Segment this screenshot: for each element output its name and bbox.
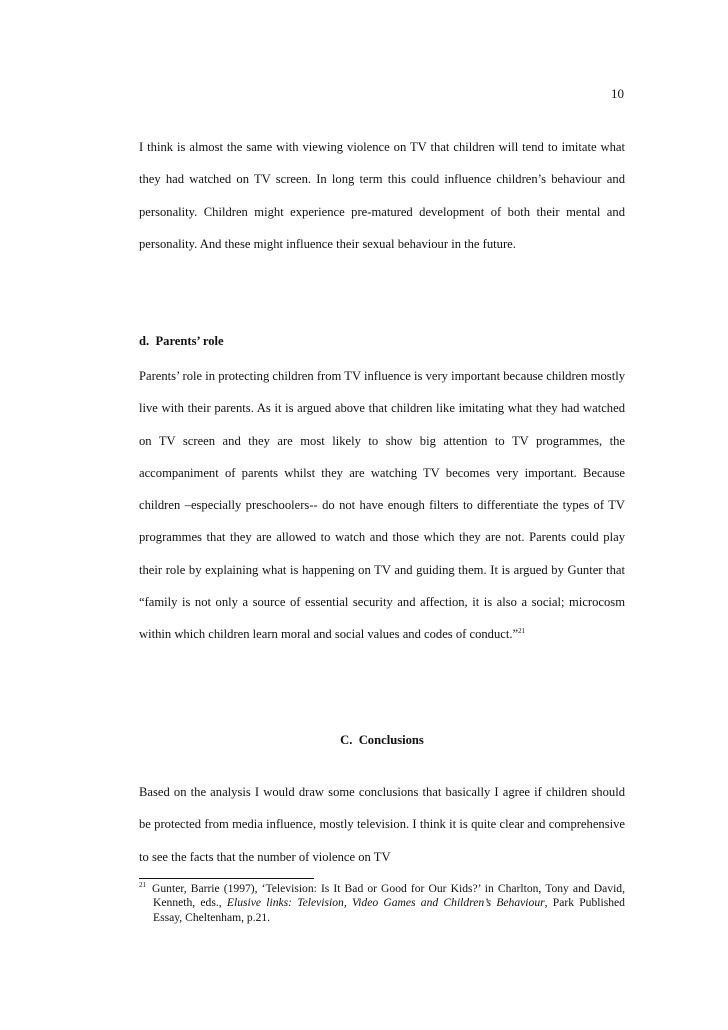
paragraph-parents-role-text: Parents’ role in protecting children from TV influence is very important because children mostly live with their parents. As it is argued above that children like imitating what they had watched on TV screen and they are most likely to show big attention to TV programmes, the accompaniment of parents whilst they are watching TV becomes very important. Because children –especially preschoolers-- do not have enough filters to differentiate the types of TV programmes that they are allowed to watch and those which they are not. Parents could play their role by explaining what is happening on TV and guiding them. It is argued by Gunter that “family is not only a source of essential security and affection, it is also a social; microcosm within which children learn moral and social values and codes of conduct.”	[139, 369, 625, 642]
section-conclusions-body	[139, 776, 625, 873]
paragraph-intro	[139, 131, 625, 260]
paragraph-parents-role	[139, 360, 625, 651]
paragraph-conclusions: Based on the analysis I would draw some conclusions that basically I agree if children should be protected from media influence, mostly television. I think it is quite clear and comprehensive to see the facts that the number of violence on TV	[139, 785, 625, 864]
section-parents-role	[139, 334, 625, 349]
section-parents-role-body	[139, 360, 625, 651]
section-heading-parents-role: d. Parents’ role	[139, 334, 224, 348]
footnote	[139, 882, 625, 925]
page-number: 10	[611, 86, 624, 101]
footnote-reference: 21	[518, 627, 526, 636]
paragraph-text: I think is almost the same with viewing violence on TV that children will tend to imitate what they had watched on TV screen. In long term this could influence children’s behaviour and personality. Children might experience pre-matured development of both their mental and personality. And these might influence their sexual behaviour in the future.	[139, 140, 625, 251]
footnote-number: 21	[139, 881, 146, 890]
footnote-title: Elusive links: Television, Video Games and Children’s Behaviour	[226, 896, 545, 910]
footnote-text-before: Gunter, Barrie (1997), ‘Television: Is It Bad or Good for Our Kids?’ in Charlton, Tony and David, Kenneth, eds.,	[152, 882, 625, 910]
footnote-text-after: , Park Published Essay, Cheltenham, p.21.	[153, 896, 625, 924]
section-heading-conclusions: C. Conclusions	[340, 733, 424, 747]
footnote-divider	[139, 878, 314, 879]
